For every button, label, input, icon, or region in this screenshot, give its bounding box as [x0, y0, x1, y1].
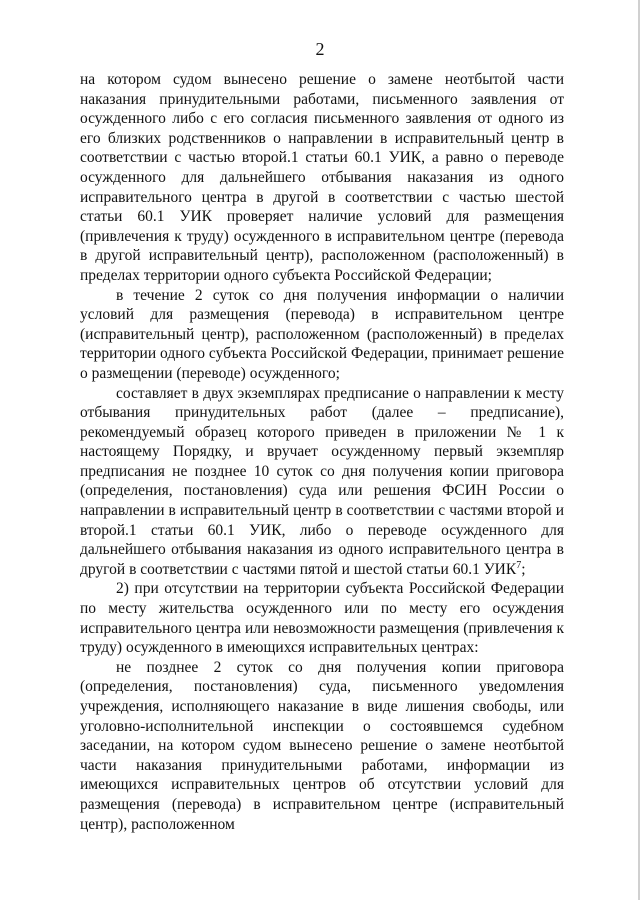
paragraph-1-text: на котором судом вынесено решение о замене неотбытой части наказания принудительными работами, письменного заявления от осужденного либо с его согласия письменного заявления от одного из его близких родственников о направлении в исправительный центр в соответствии с частью второй.1 статьи 60.1 УИК, а равно о переводе осужденного для дальнейшего отбывания наказания из одного исправительного центра в другой в соответствии с частью шестой статьи 60.1 УИК проверяет наличие условий для размещения (привлечения к труду) осужденного в исправительном центре (перевода в другой исправительный центр), расположенном (расположенный) в пределах территории одного субъекта Российской Федерации; [80, 71, 564, 284]
page-number: 2 [315, 39, 325, 59]
paragraph-4-text: 2) при отсутствии на территории субъекта Российской Федерации по месту жительства осужденного или по месту его осуждения исправительного центра или невозможности размещения (привлечения к труду) осужденного в имеющихся исправительных центрах: [80, 580, 564, 657]
document-body [80, 70, 564, 834]
paragraph-5-text: не позднее 2 суток со дня получения копии приговора (определения, постановления) суда, письменного уведомления учреждения, исполняющего наказание в виде лишения свободы, или уголовно-исполнительной инспекции о состоявшемся судебном заседании, на котором судом вынесено решение о замене неотбытой части наказания принудительными работами, информации из имеющихся исправительных центров об отсутствии условий для размещения (перевода) в исправительном центре (исправительный центр), расположенном [80, 658, 564, 833]
paragraph-4 [80, 579, 564, 657]
paragraph-2-text: в течение 2 суток со дня получения информации о наличии условий для размещения (перевода) в исправительном центре (исправительный центр), расположенном (расположенный) в пределах территории одного субъекта Российской Федерации, принимает решение о размещении (переводе) осужденного; [80, 286, 564, 382]
paragraph-3: составляет в двух экземплярах предписание о направлении к месту отбывания принудительных работ (далее – предписание), рекомендуемый образец которого приведен в приложении № 1 к настоящему Порядку, и вручает осужденному первый экземпляр предписания не позднее 10 суток со дня получения копии приговора (определения, постановления) суда или решения ФСИН России о направлении в исправительный центр в соответствии с частями второй и второй.1 статьи 60.1 УИК, либо о переводе осужденного для дальнейшего отбывания наказания из одного исправительного центра в другой в соответствии с частями пятой и шестой статьи 60.1 УИК$^7$; [80, 384, 564, 578]
paragraph-5 [80, 658, 564, 834]
paragraph-1 [80, 70, 564, 286]
paragraph-2 [80, 286, 564, 384]
footnote-marker[interactable]: 7 [516, 559, 522, 571]
paragraph-3-text: составляет в двух экземплярах предписание о направлении к месту отбывания принудительных работ (далее – предписание), рекомендуемый образец которого приведен в приложении № 1 к настоящему Порядку, и вручает осужденному первый экземпляр предписания не позднее 10 суток со дня получения копии приговора (определения, постановления) суда или решения ФСИН России о направлении в исправительный центр в соответствии с частями второй и второй.1 статьи 60.1 УИК, либо о переводе осужденного для дальнейшего отбывания наказания из одного исправительного центра в другой в соответствии с частями пятой и шестой статьи 60.1 УИК [80, 384, 564, 578]
